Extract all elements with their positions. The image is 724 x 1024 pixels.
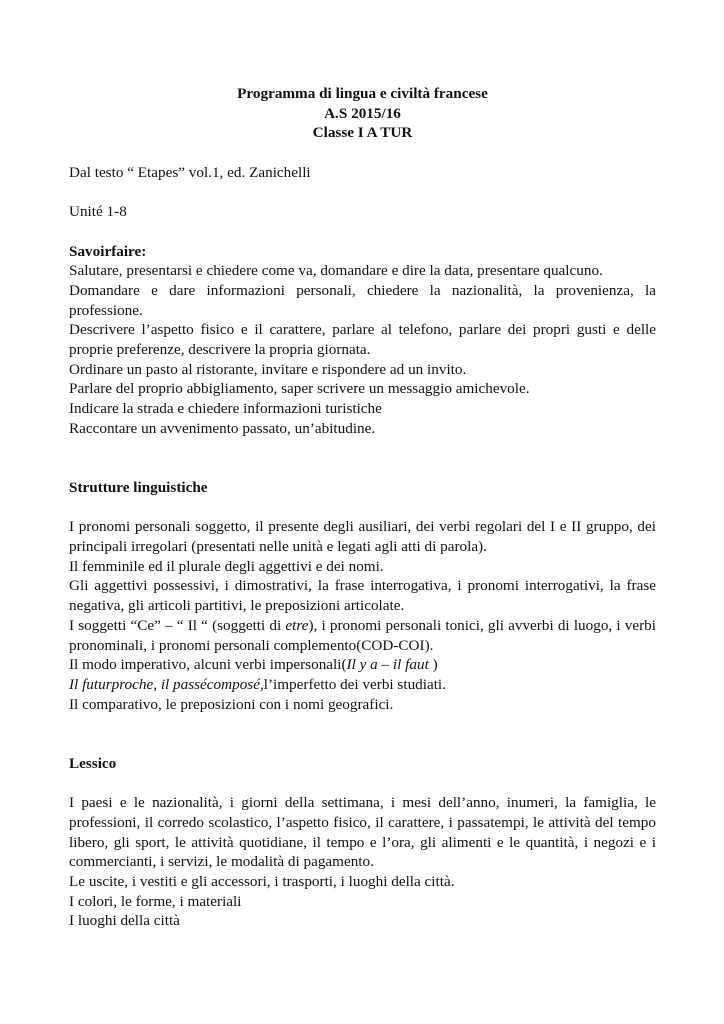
lessico-paragraph: I luoghi della città (69, 912, 180, 930)
strutture-section (69, 478, 656, 714)
text-run: ) (432, 656, 438, 674)
text-run: I soggetti “Ce” – “ Il “ (soggetti di (69, 616, 286, 634)
strutture-paragraph: Gli aggettivi possessivi, i dimostrativi, la frase interrogativa, i pronomi interrogativi, la frase negativa, gli articoli partitivi, le preposizioni articolate. (69, 577, 656, 615)
title-line-3: Classe I A TUR (312, 124, 413, 142)
savoirfaire-item: Descrivere l’aspetto fisico e il carattere, parlare al telefono, parlare dei propri gusti e delle proprie preferenze, descrivere la propria giornata. (69, 321, 656, 359)
lessico-paragraph: I paesi e le nazionalità, i giorni della settimana, i mesi dell’anno, inumeri, la famiglia, le professioni, il corredo scolastico, l’aspetto fisico, il carattere, i passatempi, le attività del tempo libero, gli sport, le attività quotidiane, il tempo e l’ora, gli alimenti e le quantità, i negozi e i commercianti, i servizi, le modalità di pagamento. (69, 794, 656, 871)
textbook-source: Dal testo “ Etapes” vol.1, ed. Zanichelli (69, 163, 311, 181)
italic-text-run: Il y a – il faut (346, 656, 433, 674)
savoirfaire-item: Ordinare un pasto al ristorante, invitare e rispondere ad un invito. (69, 360, 467, 378)
strutture-paragraph: I pronomi personali soggetto, il presente degli ausiliari, dei verbi regolari del I e II gruppo, dei principali irregolari (presentati nelle unità e legati agli atti di parola). (69, 518, 656, 556)
savoirfaire-item: Parlare del proprio abbigliamento, saper scrivere un messaggio amichevole. (69, 380, 530, 398)
savoirfaire-item: Domandare e dare informazioni personali, chiedere la nazionalità, la provenienza, la professione. (69, 281, 656, 319)
italic-text-run: Il futurproche, il passécomposé, (69, 675, 264, 693)
strutture-paragraph: Il comparativo, le preposizioni con i nomi geografici. (69, 695, 394, 713)
strutture-paragraph (69, 675, 656, 695)
text-run: Il modo imperativo, alcuni verbi impersonali( (69, 656, 347, 674)
savoirfaire-heading: Savoirfaire: (69, 242, 147, 260)
unit-range: Unité 1-8 (69, 203, 127, 221)
document-title (69, 84, 656, 143)
lessico-heading: Lessico (69, 754, 117, 772)
text-run: l’imperfetto dei verbi studiati. (263, 675, 446, 693)
italic-text-run: etre (285, 616, 309, 634)
strutture-heading: Strutture linguistiche (69, 478, 208, 496)
title-line-1: Programma di lingua e civiltà francese (237, 85, 488, 102)
savoirfaire-item: Indicare la strada e chiedere informazioni turistiche (69, 400, 382, 418)
strutture-paragraph: Il femminile ed il plurale degli aggettivi e dei nomi. (69, 557, 384, 575)
savoirfaire-item: Raccontare un avvenimento passato, un’abitudine. (69, 419, 376, 437)
document-page (69, 84, 656, 931)
title-line-2: A.S 2015/16 (324, 104, 401, 122)
lessico-section (69, 754, 656, 931)
savoirfaire-section (69, 242, 656, 439)
lessico-paragraph: Le uscite, i vestiti e gli accessori, i trasporti, i luoghi della città. (69, 872, 455, 890)
text-run: ), i pronomi personali tonici, gli avverbi di luogo, i verbi pronominali, i pronomi personali complemento(COD-COI). (69, 616, 656, 654)
strutture-paragraph (69, 655, 656, 675)
strutture-paragraph (69, 616, 656, 655)
savoirfaire-item: Salutare, presentarsi e chiedere come va, domandare e dire la data, presentare qualcuno. (69, 262, 603, 280)
lessico-paragraph: I colori, le forme, i materiali (69, 892, 242, 910)
